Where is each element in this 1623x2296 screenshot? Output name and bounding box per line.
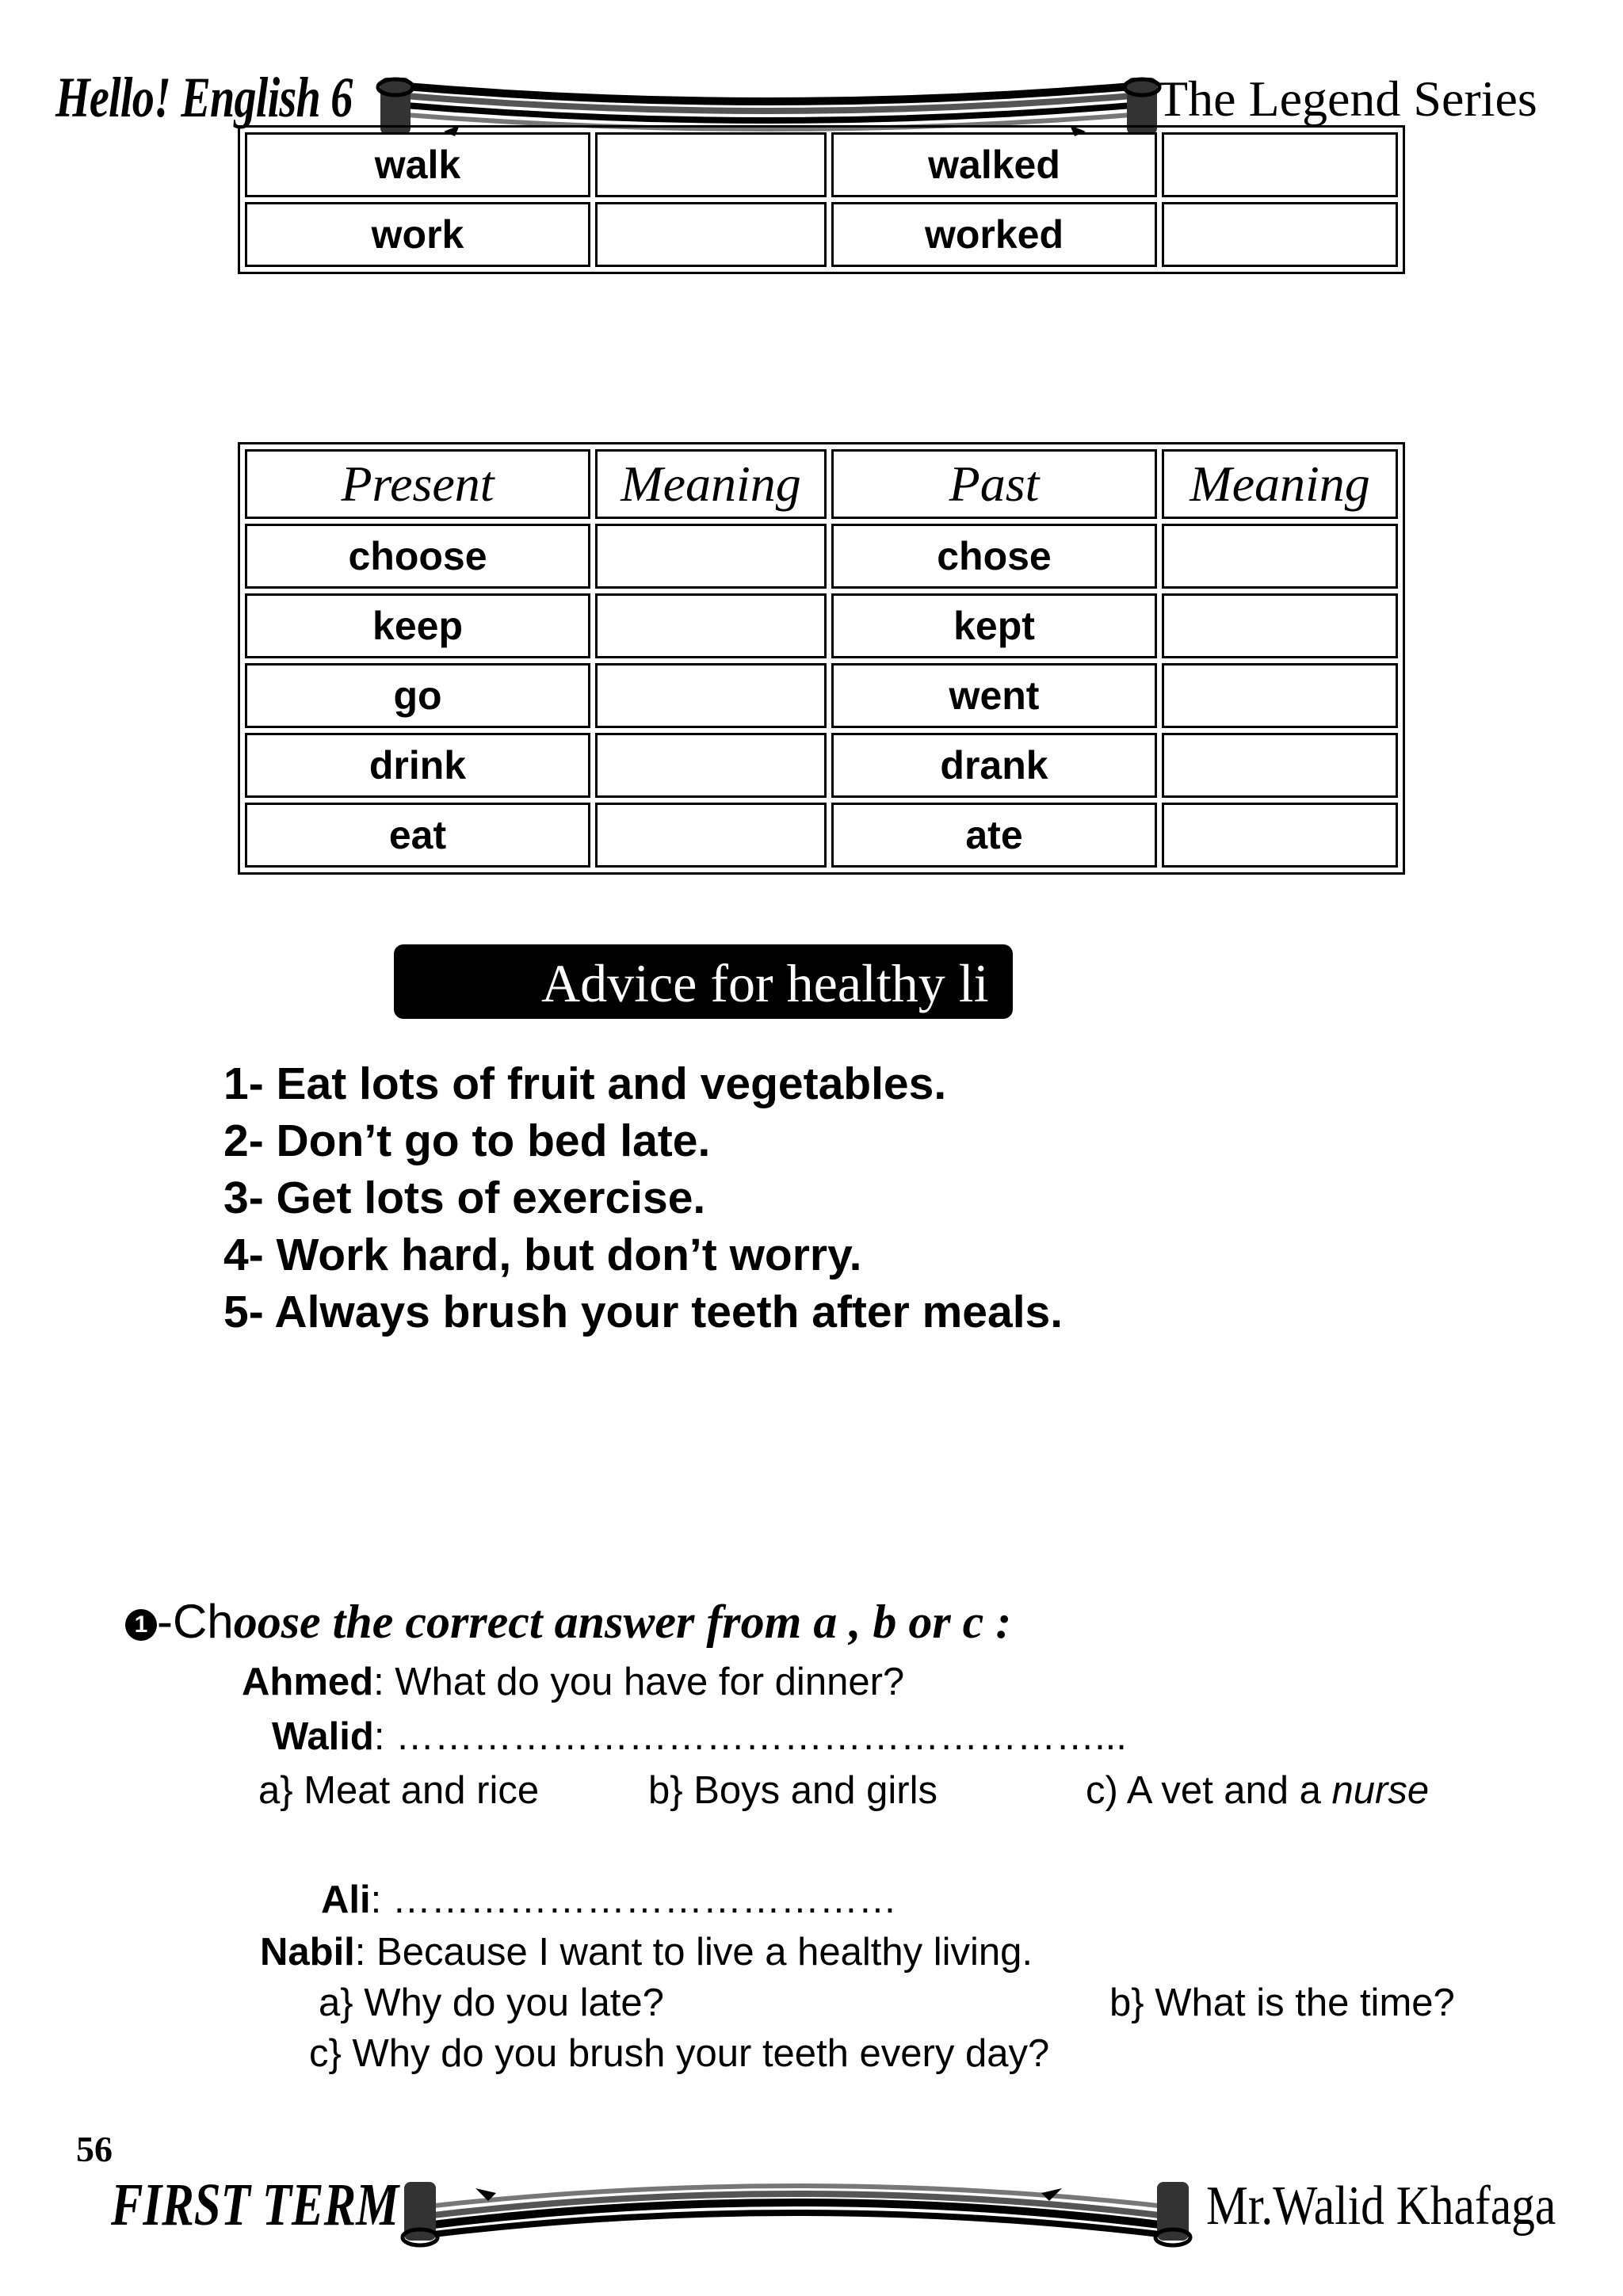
table-cell xyxy=(595,803,827,868)
table-cell: ate xyxy=(831,803,1157,868)
option-text: c) A vet and a xyxy=(1086,1769,1332,1812)
table-cell xyxy=(1162,593,1398,658)
instruction-prefix: -Ch xyxy=(157,1595,234,1648)
table-header: Present xyxy=(245,449,590,519)
q1-option-a: a} Meat and rice xyxy=(258,1769,540,1812)
table-cell xyxy=(595,202,827,267)
answer-blank: : ………………………………………………... xyxy=(373,1715,1127,1758)
list-item: 2- Don’t go to bed late. xyxy=(223,1116,711,1166)
table-header: Past xyxy=(831,449,1157,519)
list-item: 3- Get lots of exercise. xyxy=(223,1173,706,1223)
table-cell xyxy=(595,733,827,798)
table-cell: walk xyxy=(245,132,590,197)
table-header: Meaning xyxy=(595,449,827,519)
dialogue-text: : What do you have for dinner? xyxy=(373,1661,905,1703)
table-cell: choose xyxy=(245,524,590,589)
exercise-number-badge: 1 xyxy=(125,1609,157,1641)
list-item: 4- Work hard, but don’t worry. xyxy=(223,1230,862,1280)
q2-line1 xyxy=(321,1878,897,1922)
table-row xyxy=(245,663,1398,728)
table-cell: kept xyxy=(831,593,1157,658)
table-cell xyxy=(595,132,827,197)
table-row xyxy=(245,803,1398,868)
table-cell: worked xyxy=(831,202,1157,267)
speaker-name: Ali xyxy=(321,1878,371,1921)
advice-title: Advice for healthy li xyxy=(541,953,989,1013)
instruction-text: oose the correct answer from a , b or c : xyxy=(233,1596,1012,1648)
exercise-instruction xyxy=(125,1594,1011,1650)
dialogue-text: : Because I want to live a healthy living. xyxy=(354,1931,1033,1974)
q2-line2 xyxy=(260,1930,1033,1974)
q1-option-c xyxy=(1086,1768,1429,1813)
table-cell xyxy=(1162,733,1398,798)
q2-option-a: a} Why do you late? xyxy=(319,1981,664,2024)
verb-table-2 xyxy=(238,442,1405,875)
table-cell xyxy=(1162,663,1398,728)
table-cell xyxy=(1162,803,1398,868)
table-cell: drank xyxy=(831,733,1157,798)
speaker-name: Walid xyxy=(272,1715,374,1758)
table-cell: went xyxy=(831,663,1157,728)
q2-option-c: c} Why do you brush your teeth every day? xyxy=(309,2032,1050,2075)
q2-option-b: b} What is the time? xyxy=(1109,1981,1455,2024)
table-cell xyxy=(595,593,827,658)
q1-line1 xyxy=(242,1660,904,1704)
footer-scroll-ornament xyxy=(396,2171,1197,2250)
table-cell: chose xyxy=(831,524,1157,589)
table-row xyxy=(245,733,1398,798)
table-cell: drink xyxy=(245,733,590,798)
term-label: FIRST TERM xyxy=(111,2172,399,2238)
option-text-italic: nurse xyxy=(1331,1769,1430,1812)
table-cell: work xyxy=(245,202,590,267)
book-title: Hello! English 6 xyxy=(55,66,353,129)
verb-table-1 xyxy=(238,125,1405,274)
table-row xyxy=(245,593,1398,658)
table-header: Meaning xyxy=(1162,449,1398,519)
table-cell xyxy=(1162,202,1398,267)
table-cell: go xyxy=(245,663,590,728)
table-cell: keep xyxy=(245,593,590,658)
table-cell: eat xyxy=(245,803,590,868)
list-item: 1- Eat lots of fruit and vegetables. xyxy=(223,1058,947,1109)
table-cell: walked xyxy=(831,132,1157,197)
table-row xyxy=(245,202,1398,267)
table-cell xyxy=(595,663,827,728)
series-title: The Legend Series xyxy=(1157,71,1537,127)
table-cell xyxy=(1162,524,1398,589)
table-header-row xyxy=(245,449,1398,519)
answer-blank: : ………………………………… xyxy=(370,1878,897,1921)
speaker-name: Ahmed xyxy=(242,1661,374,1703)
table-row xyxy=(245,524,1398,589)
q1-option-b: b} Boys and girls xyxy=(648,1769,938,1812)
q1-line2 xyxy=(272,1714,1127,1759)
advice-list xyxy=(223,1055,1063,1341)
advice-banner xyxy=(394,944,1013,1019)
table-row xyxy=(245,132,1398,197)
list-item: 5- Always brush your teeth after meals. xyxy=(223,1287,1064,1337)
author-name: Mr.Walid Khafaga xyxy=(1206,2176,1556,2237)
speaker-name: Nabil xyxy=(260,1931,355,1974)
table-cell xyxy=(1162,132,1398,197)
table-cell xyxy=(595,524,827,589)
page-number: 56 xyxy=(76,2129,113,2169)
